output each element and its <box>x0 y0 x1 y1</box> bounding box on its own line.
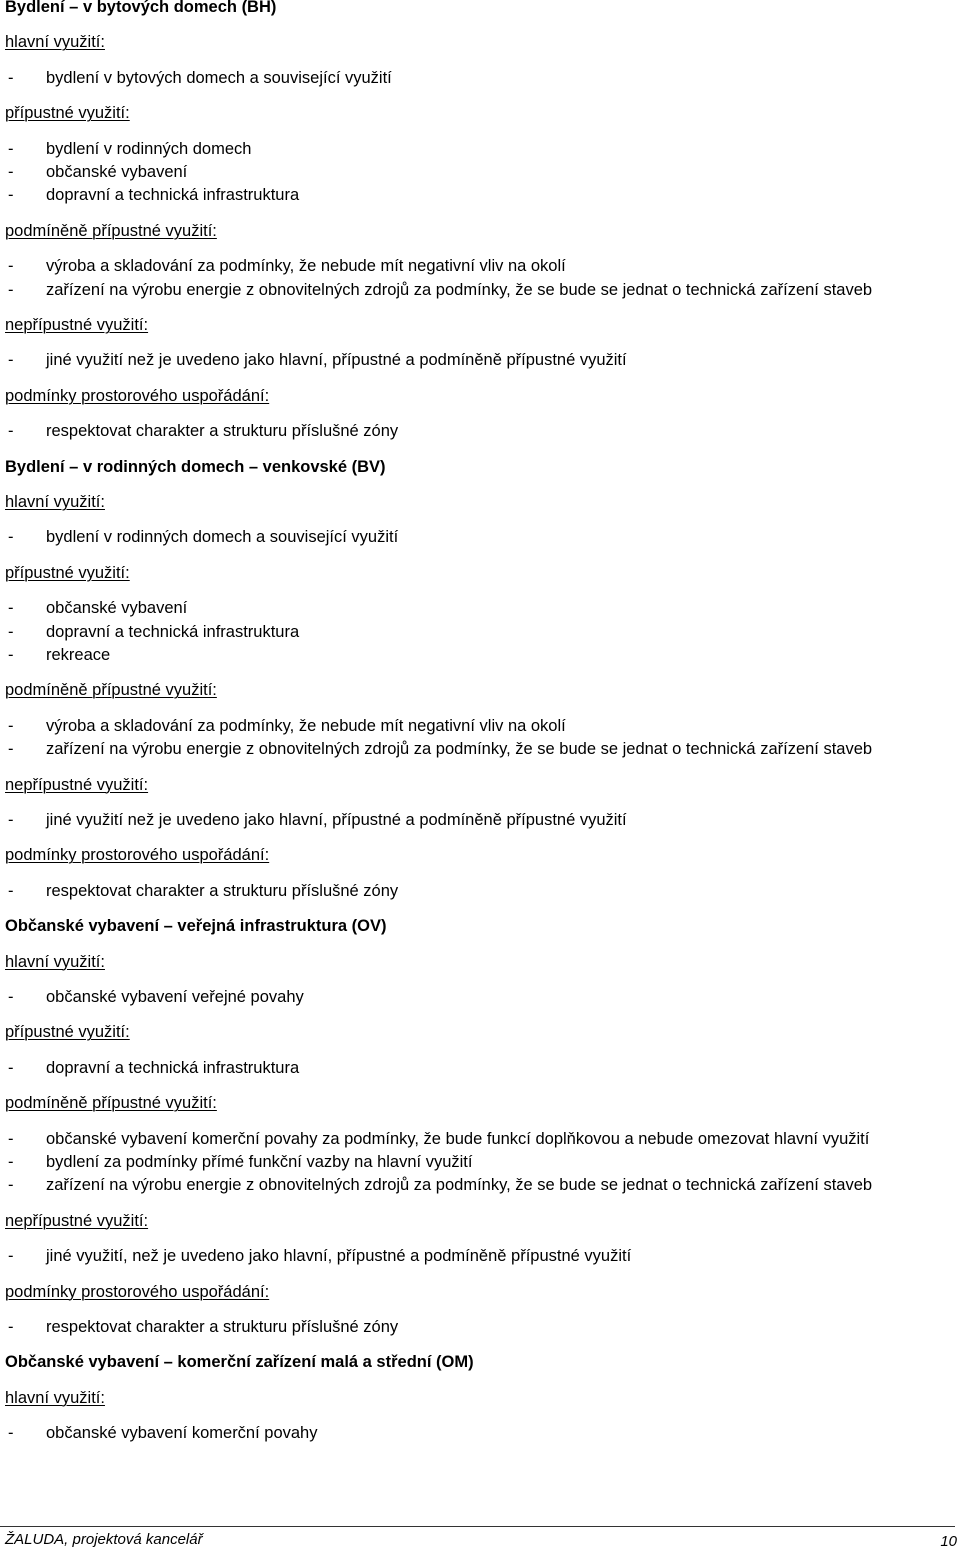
list-dash: - <box>8 163 14 181</box>
list-dash: - <box>8 599 14 618</box>
list-item-text: bydlení v rodinných domech <box>46 139 252 158</box>
section-title: Bydlení – v bytových domech (BH) <box>5 0 277 16</box>
list-dash: - <box>8 716 14 735</box>
usage-label-text: hlavní využití: <box>5 952 105 971</box>
list-item <box>0 161 960 184</box>
usage-label-text: podmínky prostorového uspořádání: <box>5 386 270 405</box>
list-item-text: občanské vybavení veřejné povahy <box>46 987 304 1006</box>
usage-label-text: nepřípustné využití: <box>5 1211 149 1230</box>
list-dash: - <box>8 68 14 87</box>
usage-list <box>0 1422 960 1445</box>
usage-label <box>0 1387 960 1410</box>
usage-label <box>0 1021 960 1044</box>
list-item <box>0 1245 960 1268</box>
usage-label-text: přípustné využití: <box>5 104 130 123</box>
usage-label-text: hlavní využití: <box>5 33 105 52</box>
list-item <box>0 1151 960 1174</box>
usage-list <box>0 1316 960 1339</box>
list-dash: - <box>8 1247 14 1266</box>
list-item-text: občanské vybavení <box>46 163 188 181</box>
list-item <box>0 597 960 620</box>
list-item-text: dopravní a technická infrastruktura <box>46 1058 300 1077</box>
list-item <box>0 1316 960 1339</box>
list-item-text: respektovat charakter a strukturu příslušné zóny <box>46 881 399 900</box>
usage-list <box>0 420 960 443</box>
list-item <box>0 1057 960 1080</box>
list-item-text: bydlení za podmínky přímé funkční vazby na hlavní využití <box>46 1152 473 1171</box>
list-dash: - <box>8 186 14 205</box>
usage-list <box>0 1128 960 1198</box>
list-item-text: bydlení v bytových domech a související využití <box>46 68 392 87</box>
list-item <box>0 1422 960 1445</box>
usage-list <box>0 1245 960 1268</box>
usage-label <box>0 102 960 125</box>
list-item-text: jiné využití, než je uvedeno jako hlavní, přípustné a podmíněně přípustné využití <box>46 1247 632 1266</box>
section-title: Občanské vybavení – komerční zařízení malá a střední (OM) <box>5 1353 474 1372</box>
usage-label <box>0 1210 960 1233</box>
list-item-text: zařízení na výrobu energie z obnovitelných zdrojů za podmínky, že se bude se jednat o technická zařízení staveb <box>46 280 873 299</box>
list-dash: - <box>8 139 14 158</box>
usage-label <box>0 1092 960 1115</box>
usage-label <box>0 385 960 408</box>
list-item <box>0 67 960 90</box>
list-item-text: výroba a skladování za podmínky, že nebude mít negativní vliv na okolí <box>46 716 566 735</box>
list-dash: - <box>8 1058 14 1077</box>
list-item <box>0 1128 960 1151</box>
list-item <box>0 526 960 549</box>
usage-list <box>0 986 960 1009</box>
usage-label-text: nepřípustné využití: <box>5 775 149 794</box>
usage-label-text: přípustné využití: <box>5 563 130 582</box>
list-item-text: výroba a skladování za podmínky, že nebude mít negativní vliv na okolí <box>46 257 566 276</box>
usage-list <box>0 526 960 549</box>
list-item-text: respektovat charakter a strukturu příslušné zóny <box>46 422 399 441</box>
list-item <box>0 1174 960 1197</box>
list-dash: - <box>8 1129 14 1148</box>
usage-label <box>0 844 960 867</box>
usage-label <box>0 774 960 797</box>
usage-list <box>0 67 960 90</box>
footer-company-name: ŽALUDA, projektová kancelář <box>5 1531 203 1548</box>
section-title: Občanské vybavení – veřejná infrastruktura (OV) <box>5 917 387 936</box>
zone-section-bh <box>0 0 960 444</box>
list-dash: - <box>8 528 14 547</box>
usage-label-text: přípustné využití: <box>5 1023 130 1042</box>
list-item <box>0 644 960 667</box>
list-item <box>0 621 960 644</box>
usage-label <box>0 562 960 585</box>
list-item <box>0 138 960 161</box>
zone-section-ov <box>0 915 960 1339</box>
list-item-text: dopravní a technická infrastruktura <box>46 622 300 641</box>
zone-section-bv <box>0 456 960 904</box>
list-dash: - <box>8 987 14 1006</box>
list-item-text: rekreace <box>46 645 111 664</box>
usage-label <box>0 1281 960 1304</box>
list-dash: - <box>8 351 14 370</box>
list-dash: - <box>8 740 14 759</box>
list-item-text: občanské vybavení komerční povahy za podmínky, že bude funkcí doplňkovou a nebude omezovat hlavní využití <box>46 1129 870 1148</box>
usage-label-text: podmíněně přípustné využití: <box>5 1094 217 1113</box>
usage-list <box>0 809 960 832</box>
list-item <box>0 880 960 903</box>
usage-list <box>0 880 960 903</box>
usage-label-text: podmínky prostorového uspořádání: <box>5 1282 270 1301</box>
usage-label-text: podmínky prostorového uspořádání: <box>5 846 270 865</box>
list-item-text: občanské vybavení <box>46 599 188 618</box>
list-item <box>0 184 960 207</box>
list-dash: - <box>8 645 14 664</box>
list-dash: - <box>8 257 14 276</box>
usage-list <box>0 349 960 372</box>
usage-label <box>0 220 960 243</box>
usage-list <box>0 255 960 302</box>
list-item <box>0 809 960 832</box>
list-item <box>0 255 960 278</box>
page-number: 10 <box>940 1533 957 1550</box>
list-dash: - <box>8 1152 14 1171</box>
usage-list <box>0 1057 960 1080</box>
list-item <box>0 420 960 443</box>
usage-label-text: podmíněně přípustné využití: <box>5 681 217 700</box>
list-item-text: respektovat charakter a strukturu příslušné zóny <box>46 1317 399 1336</box>
usage-label <box>0 491 960 514</box>
usage-label <box>0 951 960 974</box>
list-dash: - <box>8 881 14 900</box>
list-dash: - <box>8 810 14 829</box>
list-item-text: jiné využití než je uvedeno jako hlavní, přípustné a podmíněně přípustné využití <box>46 810 627 829</box>
list-item <box>0 715 960 738</box>
usage-label-text: hlavní využití: <box>5 1388 105 1407</box>
zone-section-om <box>0 1351 960 1445</box>
list-dash: - <box>8 1424 14 1443</box>
list-item <box>0 279 960 302</box>
list-dash: - <box>8 622 14 641</box>
list-dash: - <box>8 1317 14 1336</box>
list-dash: - <box>8 280 14 299</box>
usage-label <box>0 314 960 337</box>
list-item <box>0 349 960 372</box>
usage-label <box>0 31 960 54</box>
usage-label <box>0 679 960 702</box>
list-item <box>0 738 960 761</box>
usage-list <box>0 138 960 208</box>
usage-list <box>0 597 960 667</box>
usage-list <box>0 715 960 762</box>
list-item-text: občanské vybavení komerční povahy <box>46 1424 318 1443</box>
list-item <box>0 986 960 1009</box>
list-item-text: zařízení na výrobu energie z obnovitelných zdrojů za podmínky, že se bude se jednat o technická zařízení staveb <box>46 1176 873 1195</box>
list-dash: - <box>8 1176 14 1195</box>
usage-label-text: nepřípustné využití: <box>5 315 149 334</box>
footer-divider <box>0 1526 955 1527</box>
list-item-text: bydlení v rodinných domech a související využití <box>46 528 399 547</box>
usage-label-text: podmíněně přípustné využití: <box>5 221 217 240</box>
usage-label-text: hlavní využití: <box>5 492 105 511</box>
section-title: Bydlení – v rodinných domech – venkovské (BV) <box>5 457 386 476</box>
list-item-text: dopravní a technická infrastruktura <box>46 186 300 205</box>
list-item-text: jiné využití než je uvedeno jako hlavní, přípustné a podmíněně přípustné využití <box>46 351 627 370</box>
list-dash: - <box>8 422 14 441</box>
list-item-text: zařízení na výrobu energie z obnovitelných zdrojů za podmínky, že se bude se jednat o technická zařízení staveb <box>46 740 873 759</box>
